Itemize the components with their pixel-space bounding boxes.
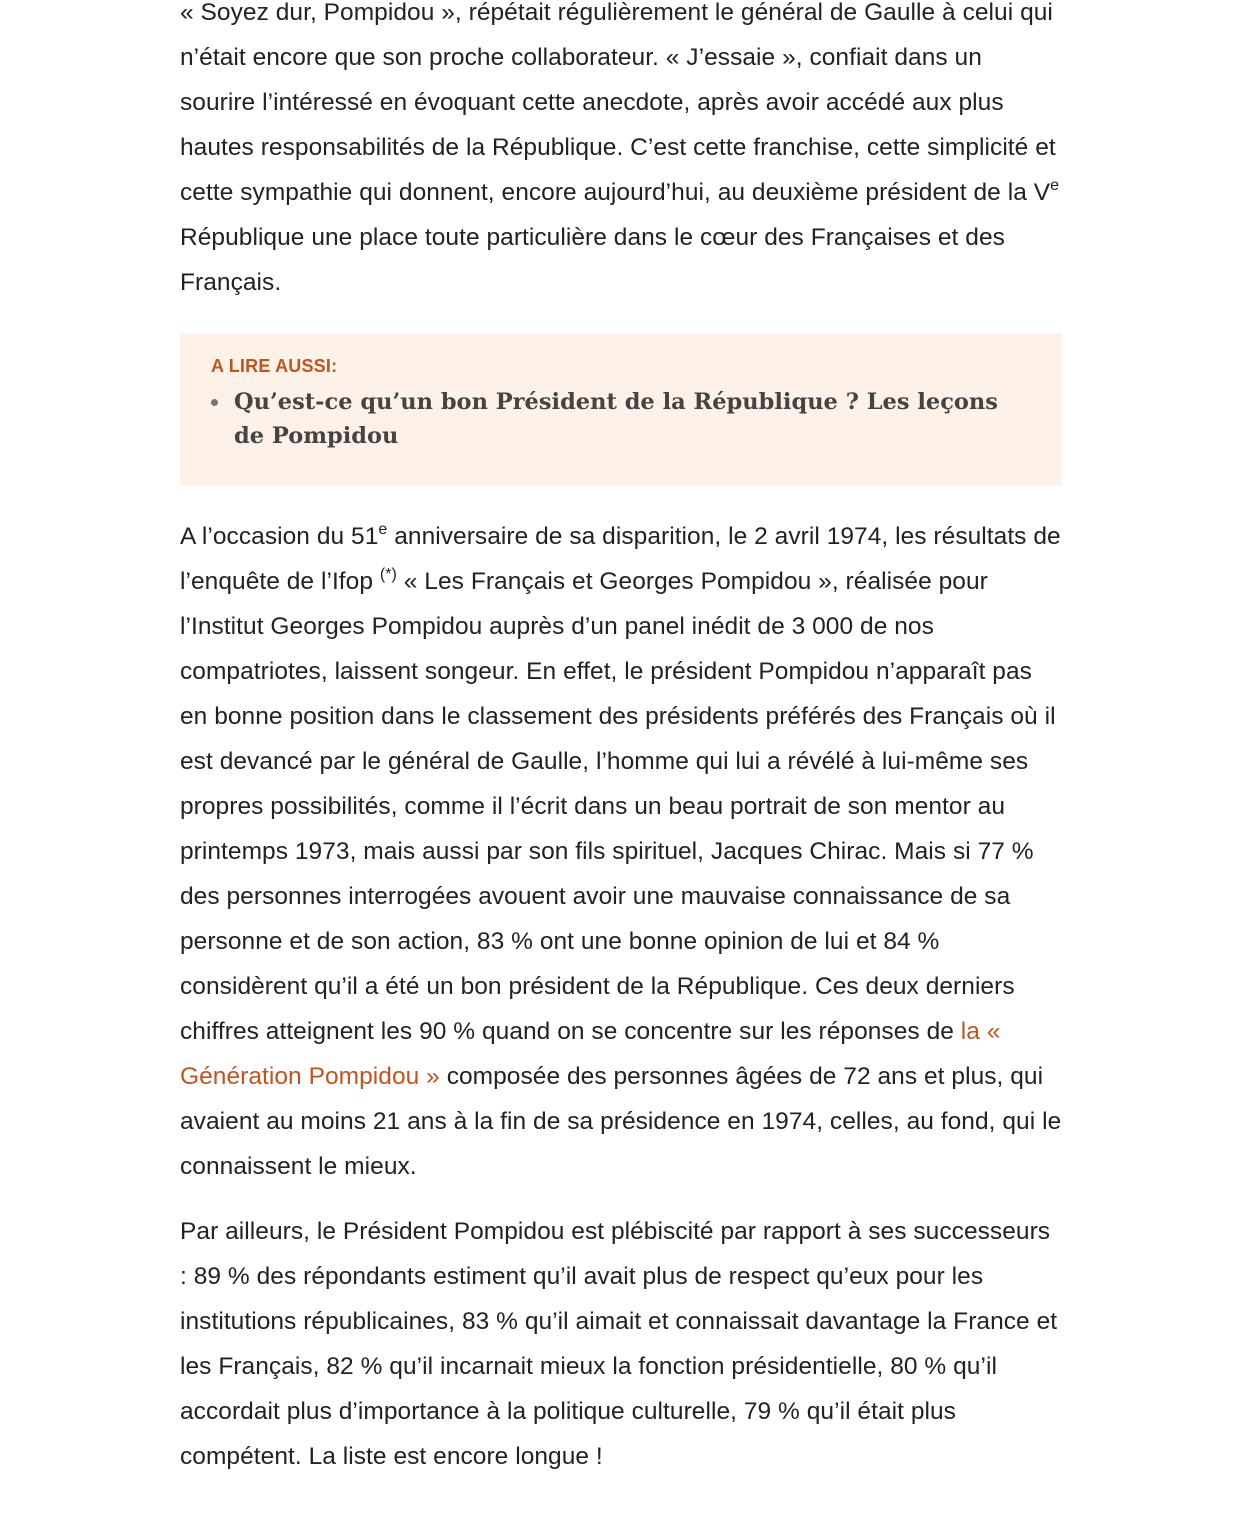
read-also-link[interactable] [211,385,1032,453]
read-also-box [180,333,1062,486]
bullet-icon [211,399,218,406]
paragraph-survey-text-c: « Les Français et Georges Pompidou », réalisée pour l’Institut Georges Pompidou auprès d’un panel inédit de 3 000 de nos compatriotes, laissent songeur. En effet, le président Pompidou n’apparaît pas en bonne position dans le classement des présidents préférés des Français où il est devancé par le général de Gaulle, l’homme qui lui a révélé à lui-même ses propres possibilités, comme il l’écrit dans un beau portrait de son mentor au printemps 1973, mais aussi par son fils spirituel, Jacques Chirac. Mais si 77 % des personnes interrogées avouent avoir une mauvaise connaissance de sa personne et de son action, 83 % ont une bonne opinion de lui et 84 % considèrent qu’il a été un bon président de la République. Ces deux derniers chiffres atteignent les 90 % quand on se concentre sur les réponses de [180,568,1056,1045]
read-also-list [211,385,1032,453]
superscript-e: e [1050,177,1060,194]
read-also-link-label: Qu’est-ce qu’un bon Président de la République ? Les leçons de Pompidou [234,389,998,449]
paragraph-intro-text-a: « Soyez dur, Pompidou », répétait régulièrement le général de Gaulle à celui qui n’était encore que son proche collaborateur. « J’essaie », confiait dans un sourire l’intéressé en évoquant cette anecdote, après avoir accédé aux plus hautes responsabilités de la République. C’est cette franchise, cette simplicité et cette sympathie qui donnent, encore aujourd’hui, au deuxième président de la V [180,0,1056,206]
superscript-e: e [378,521,388,538]
paragraph-survey-text-a: A l’occasion du 51 [180,523,379,550]
read-also-title: A LIRE AUSSI: [211,356,338,376]
paragraph-survey-text-b: anniversaire de sa disparition, le 2 avril 1974, les résultats de l’enquête de l’Ifop [180,523,1061,595]
paragraph-intro [180,0,1062,305]
paragraph-successors: Par ailleurs, le Président Pompidou est plébiscité par rapport à ses successeurs : 89 % des répondants estiment qu’il avait plus de respect qu’eux pour les institutions républicaines, 83 % qu’il aimait et connaissait davantage la France et les Français, 82 % qu’il incarnait mieux la fonction présidentielle, 80 % qu’il accordait plus d’importance à la politique culturelle, 79 % qu’il était plus compétent. La liste est encore longue ! [180,1218,1058,1470]
footnote-marker: (*) [379,566,397,583]
paragraph-survey [180,514,1062,1189]
generation-pompidou-link[interactable]: la « Génération Pompidou » [180,1018,1001,1090]
paragraph-intro-text-b: République une place toute particulière dans le cœur des Françaises et des Français. [180,224,1005,296]
paragraph-survey-text-d: composée des personnes âgées de 72 ans et plus, qui avaient au moins 21 ans à la fin de sa présidence en 1974, celles, au fond, qui le connaissent le mieux. [180,1063,1062,1180]
article-body [180,0,1062,1479]
